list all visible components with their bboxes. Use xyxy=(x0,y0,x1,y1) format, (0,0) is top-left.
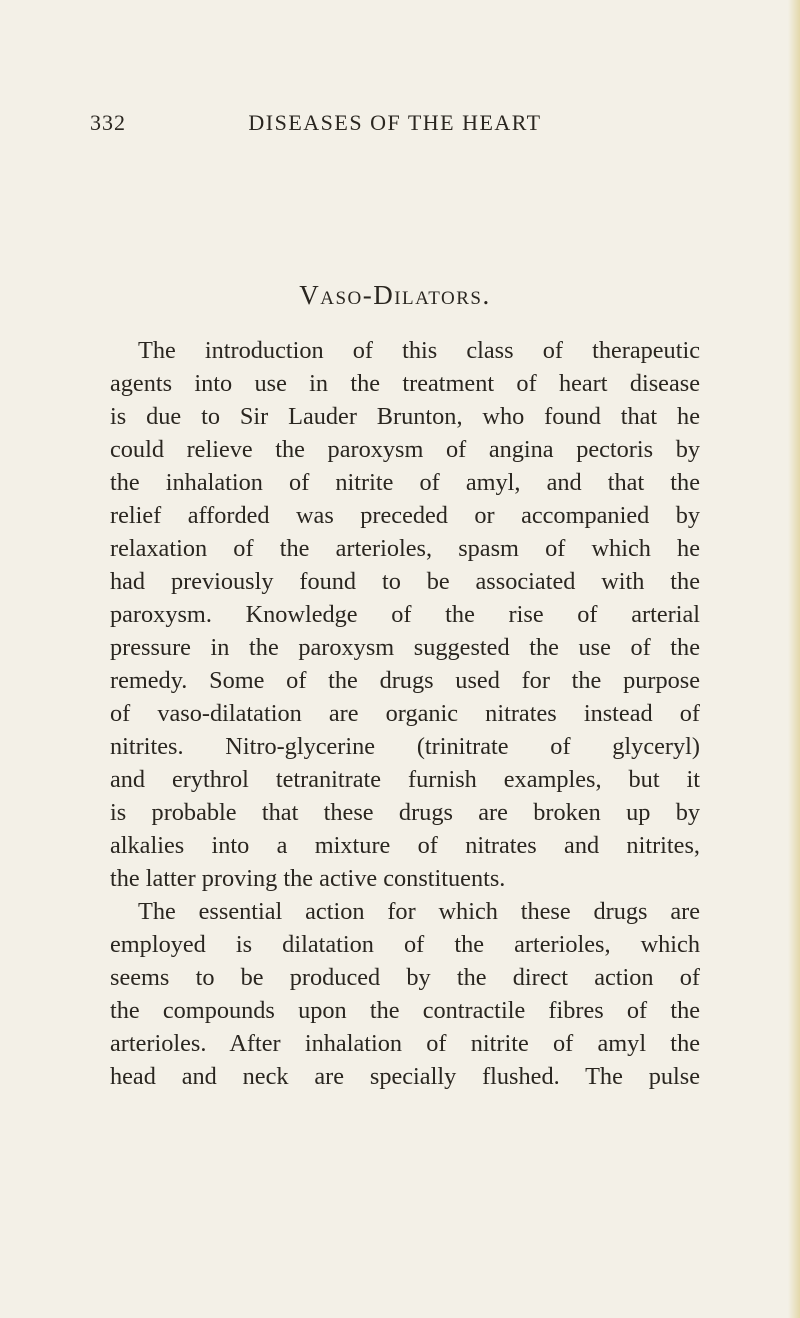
text-line: pressure in the paroxysm suggested the use of the xyxy=(110,634,700,661)
page-edge-shading xyxy=(788,0,800,1318)
body-text xyxy=(110,334,700,1093)
text-line: seems to be produced by the direct action of xyxy=(110,964,700,991)
text-line: The essential action for which these drugs are xyxy=(138,898,700,925)
text-line: relaxation of the arterioles, spasm of which he xyxy=(110,535,700,562)
page-number: 332 xyxy=(90,110,126,135)
text-line: paroxysm. Knowledge of the rise of arterial xyxy=(110,601,700,628)
text-line: remedy. Some of the drugs used for the purpose xyxy=(110,667,700,694)
text-line: could relieve the paroxysm of angina pectoris by xyxy=(110,436,700,463)
text-line: of vaso-dilatation are organic nitrates instead of xyxy=(110,700,700,727)
text-line: alkalies into a mixture of nitrates and nitrites, xyxy=(110,832,700,859)
section-title: Vaso-Dilators. xyxy=(299,280,491,310)
text-line: the inhalation of nitrite of amyl, and that the xyxy=(110,469,700,496)
text-line: arterioles. After inhalation of nitrite of amyl the xyxy=(110,1030,700,1057)
running-head: DISEASES OF THE HEART xyxy=(248,110,542,135)
text-line: relief afforded was preceded or accompanied by xyxy=(110,502,700,529)
text-line: is due to Sir Lauder Brunton, who found that he xyxy=(110,403,700,430)
text-line: the latter proving the active constituents. xyxy=(110,865,506,892)
text-line: and erythrol tetranitrate furnish examples, but it xyxy=(110,766,700,793)
page-header xyxy=(90,110,700,150)
text-line: head and neck are specially flushed. The pulse xyxy=(110,1063,700,1090)
text-line: had previously found to be associated with the xyxy=(110,568,700,595)
text-line: nitrites. Nitro-glycerine (trinitrate of glyceryl) xyxy=(110,733,700,760)
text-line: The introduction of this class of therapeutic xyxy=(138,337,700,364)
text-line: the compounds upon the contractile fibres of the xyxy=(110,997,700,1024)
text-line: agents into use in the treatment of heart disease xyxy=(110,370,700,397)
text-line: is probable that these drugs are broken up by xyxy=(110,799,700,826)
text-line: employed is dilatation of the arterioles, which xyxy=(110,931,700,958)
